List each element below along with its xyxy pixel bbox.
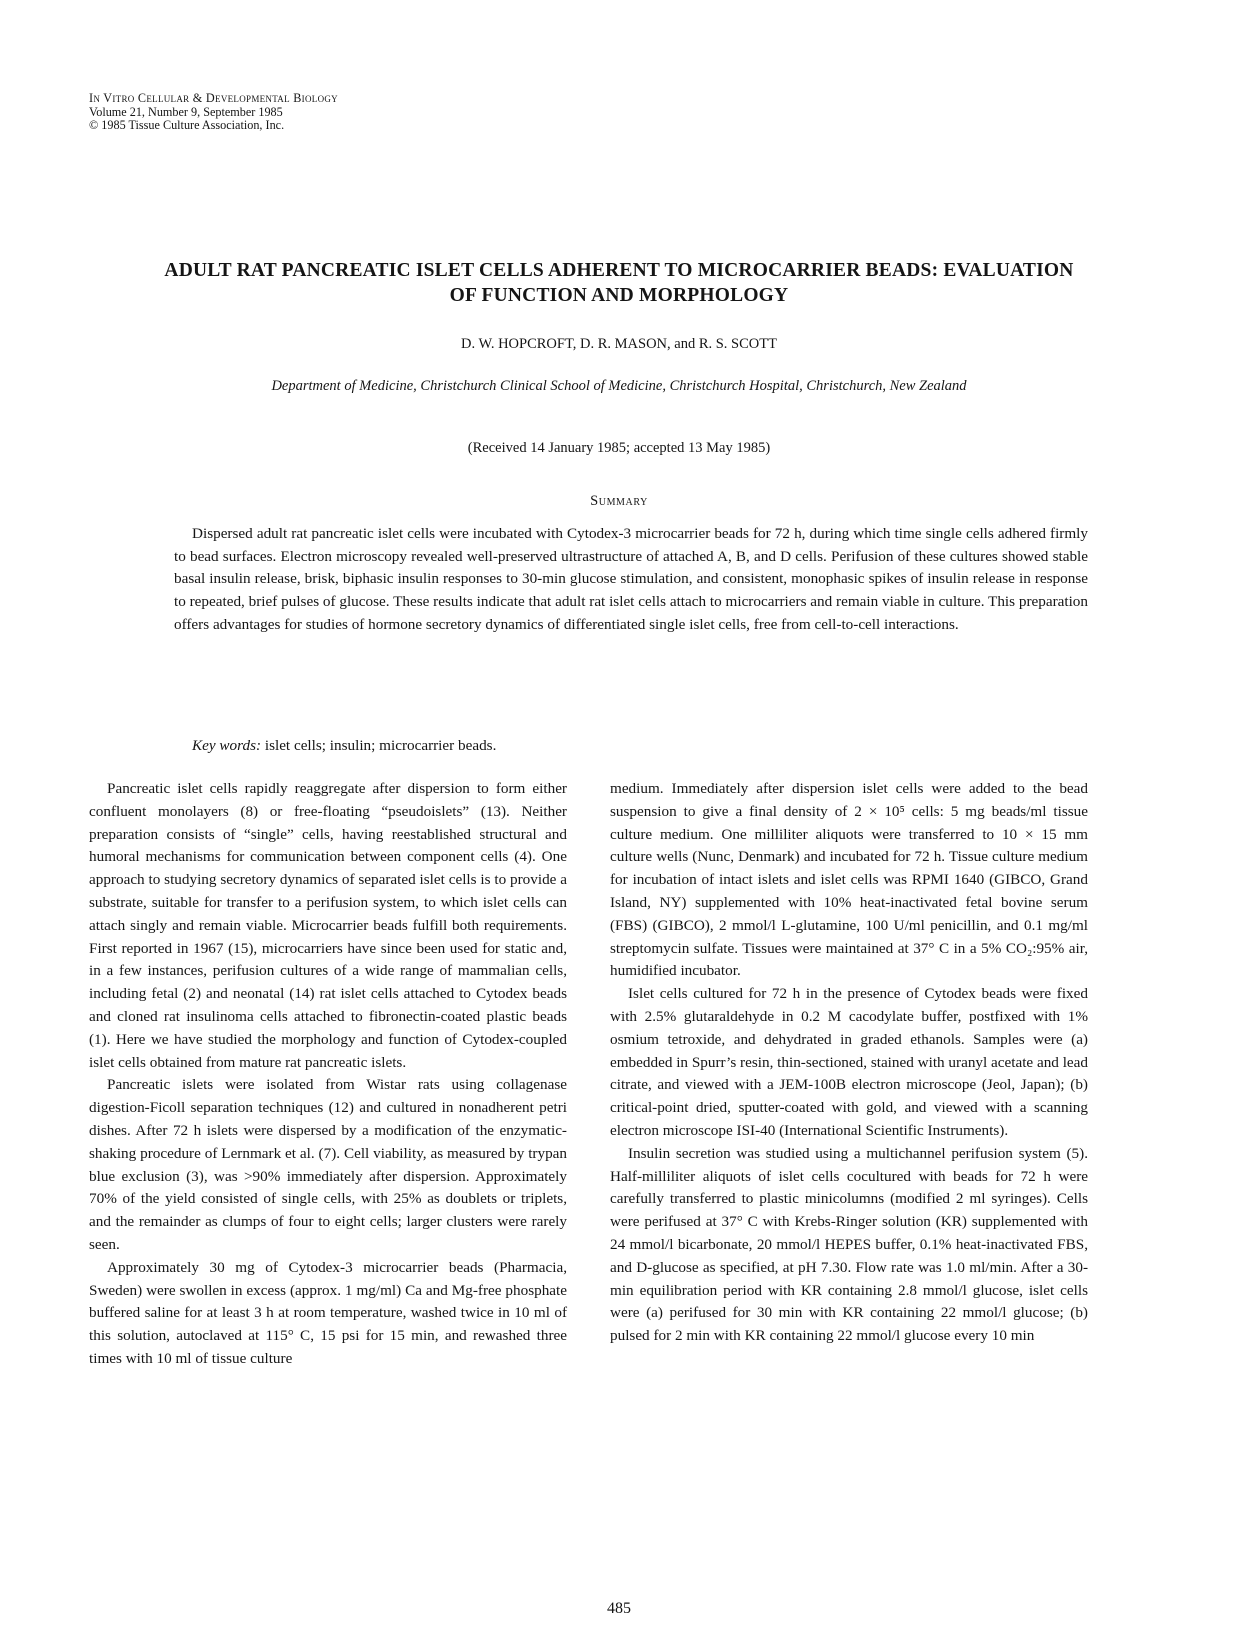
keywords <box>174 737 1088 755</box>
journal-volume: Volume 21, Number 9, September 1985 <box>89 104 283 119</box>
author-affiliation: Department of Medicine, Christchurch Clinical School of Medicine, Christchurch Hospital, Christchurch, New Zealand <box>271 378 967 394</box>
received-dates: (Received 14 January 1985; accepted 13 May 1985) <box>467 440 771 456</box>
article-authors: D. W. HOPCROFT, D. R. MASON, and R. S. SCOTT <box>461 336 777 352</box>
right-column <box>610 778 1088 1348</box>
body-paragraph: Approximately 30 mg of Cytodex-3 microcarrier beads (Pharmacia, Sweden) were swollen in excess (approx. 1 mg/ml) Ca and Mg-free phosphate buffered saline for at least 3 h at room temperature, washed twice in 10 ml of this solution, autoclaved at 115° C, 15 psi for 15 min, and rewashed three times with 10 ml of tissue culture <box>89 1258 567 1367</box>
body-paragraph: medium. Immediately after dispersion islet cells were added to the bead suspension to give a final density of 2 × 10⁵ cells: 5 mg beads/ml tissue culture medium. One milliliter aliquots were transferred to 10 × 15 mm culture wells (Nunc, Denmark) and incubated for 72 h. Tissue culture medium for incubation of intact islets and islet cells was RPMI 1640 (GIBCO, Grand Island, NY) supplemented with 10% heat-inactivated fetal bovine serum (FBS) (GIBCO), 2 mmol/l L-glutamine, 100 U/ml penicillin, and 0.1 mg/ml streptomycin sulfate. Tissues were maintained at 37° C in a 5% CO₂:95% air, humidified incubator. <box>610 780 1088 980</box>
journal-name: In Vitro Cellular & Developmental Biology <box>89 91 338 105</box>
journal-header <box>89 92 338 133</box>
left-column <box>89 778 567 1371</box>
keywords-text: islet cells; insulin; microcarrier beads. <box>264 737 497 754</box>
body-paragraph: Insulin secretion was studied using a multichannel perifusion system (5). Half-milliliter aliquots of islet cells cocultured with beads for 72 h were carefully transferred to plastic minicolumns (modified 2 ml syringes). Cells were perifused at 37° C with Krebs-Ringer solution (KR) supplemented with 24 mmol/l bicarbonate, 20 mmol/l HEPES buffer, 0.1% heat-inactivated FBS, and D-glucose as specified, at pH 7.30. Flow rate was 1.0 ml/min. After a 30-min equilibration period with KR containing 2.8 mmol/l glucose, islet cells were (a) perifused for 30 min with KR containing 22 mmol/l glucose; (b) pulsed for 2 min with KR containing 22 mmol/l glucose every 10 min <box>610 1144 1088 1345</box>
journal-copyright: © 1985 Tissue Culture Association, Inc. <box>89 118 285 133</box>
page-number: 485 <box>607 1600 631 1617</box>
body-paragraph: Pancreatic islet cells rapidly reaggregate after dispersion to form either confluent monolayers (8) or free-floating “pseudoislets” (13). Neither preparation consists of “single” cells, having reestablished structural and humoral mechanisms for communication between component cells (4). One approach to studying secretory dynamics of separated islet cells is to provide a substrate, suitable for transfer to a perifusion system, to which islet cells can attach singly and remain viable. Microcarrier beads fulfill both requirements. First reported in 1967 (15), microcarriers have since been used for static and, in a few instances, perifusion cultures of a wide range of mammalian cells, including fetal (2) and neonatal (14) rat islet cells attached to Cytodex beads and cloned rat insulinoma cells attached to fibronectin-coated plastic beads (1). Here we have studied the morphology and function of Cytodex-coupled islet cells obtained from mature rat pancreatic islets. <box>89 780 567 1071</box>
summary-heading: Summary <box>590 493 648 509</box>
article-title: ADULT RAT PANCREATIC ISLET CELLS ADHERENT TO MICROCARRIER BEADS: EVALUATION OF FUNCTION AND MORPHOLOGY <box>164 260 1074 306</box>
keywords-label: Key words: <box>192 737 262 754</box>
body-paragraph: Pancreatic islets were isolated from Wistar rats using collagenase digestion-Ficoll separation techniques (12) and cultured in nonadherent petri dishes. After 72 h islets were dispersed by a modification of the enzymatic-shaking procedure of Lernmark et al. (7). Cell viability, as measured by trypan blue exclusion (3), was >90% immediately after dispersion. Approximately 70% of the yield consisted of single cells, with 25% as doublets or triplets, and the remainder as clumps of four to eight cells; larger clusters were rarely seen. <box>89 1076 567 1253</box>
body-paragraph: Islet cells cultured for 72 h in the presence of Cytodex beads were fixed with 2.5% glutaraldehyde in 0.2 M cacodylate buffer, postfixed with 1% osmium tetroxide, and dehydrated in graded ethanols. Samples were (a) embedded in Spurr’s resin, thin-sectioned, stained with uranyl acetate and lead citrate, and viewed with a JEM-100B electron microscope (Jeol, Japan); (b) critical-point dried, sputter-coated with gold, and viewed with a scanning electron microscope ISI-40 (International Scientific Instruments). <box>610 985 1088 1139</box>
summary-text: Dispersed adult rat pancreatic islet cells were incubated with Cytodex-3 microcarrier beads for 72 h, during which time single cells adhered firmly to bead surfaces. Electron microscopy revealed well-preserved ultrastructure of attached A, B, and D cells. Perifusion of these cultures showed stable basal insulin release, brisk, biphasic insulin responses to 30-min glucose stimulation, and consistent, monophasic spikes of insulin release in response to repeated, brief pulses of glucose. These results indicate that adult rat islet cells attach to microcarriers and remain viable in culture. This preparation offers advantages for studies of hormone secretory dynamics of differentiated single islet cells, free from cell-to-cell interactions. <box>174 525 1088 633</box>
